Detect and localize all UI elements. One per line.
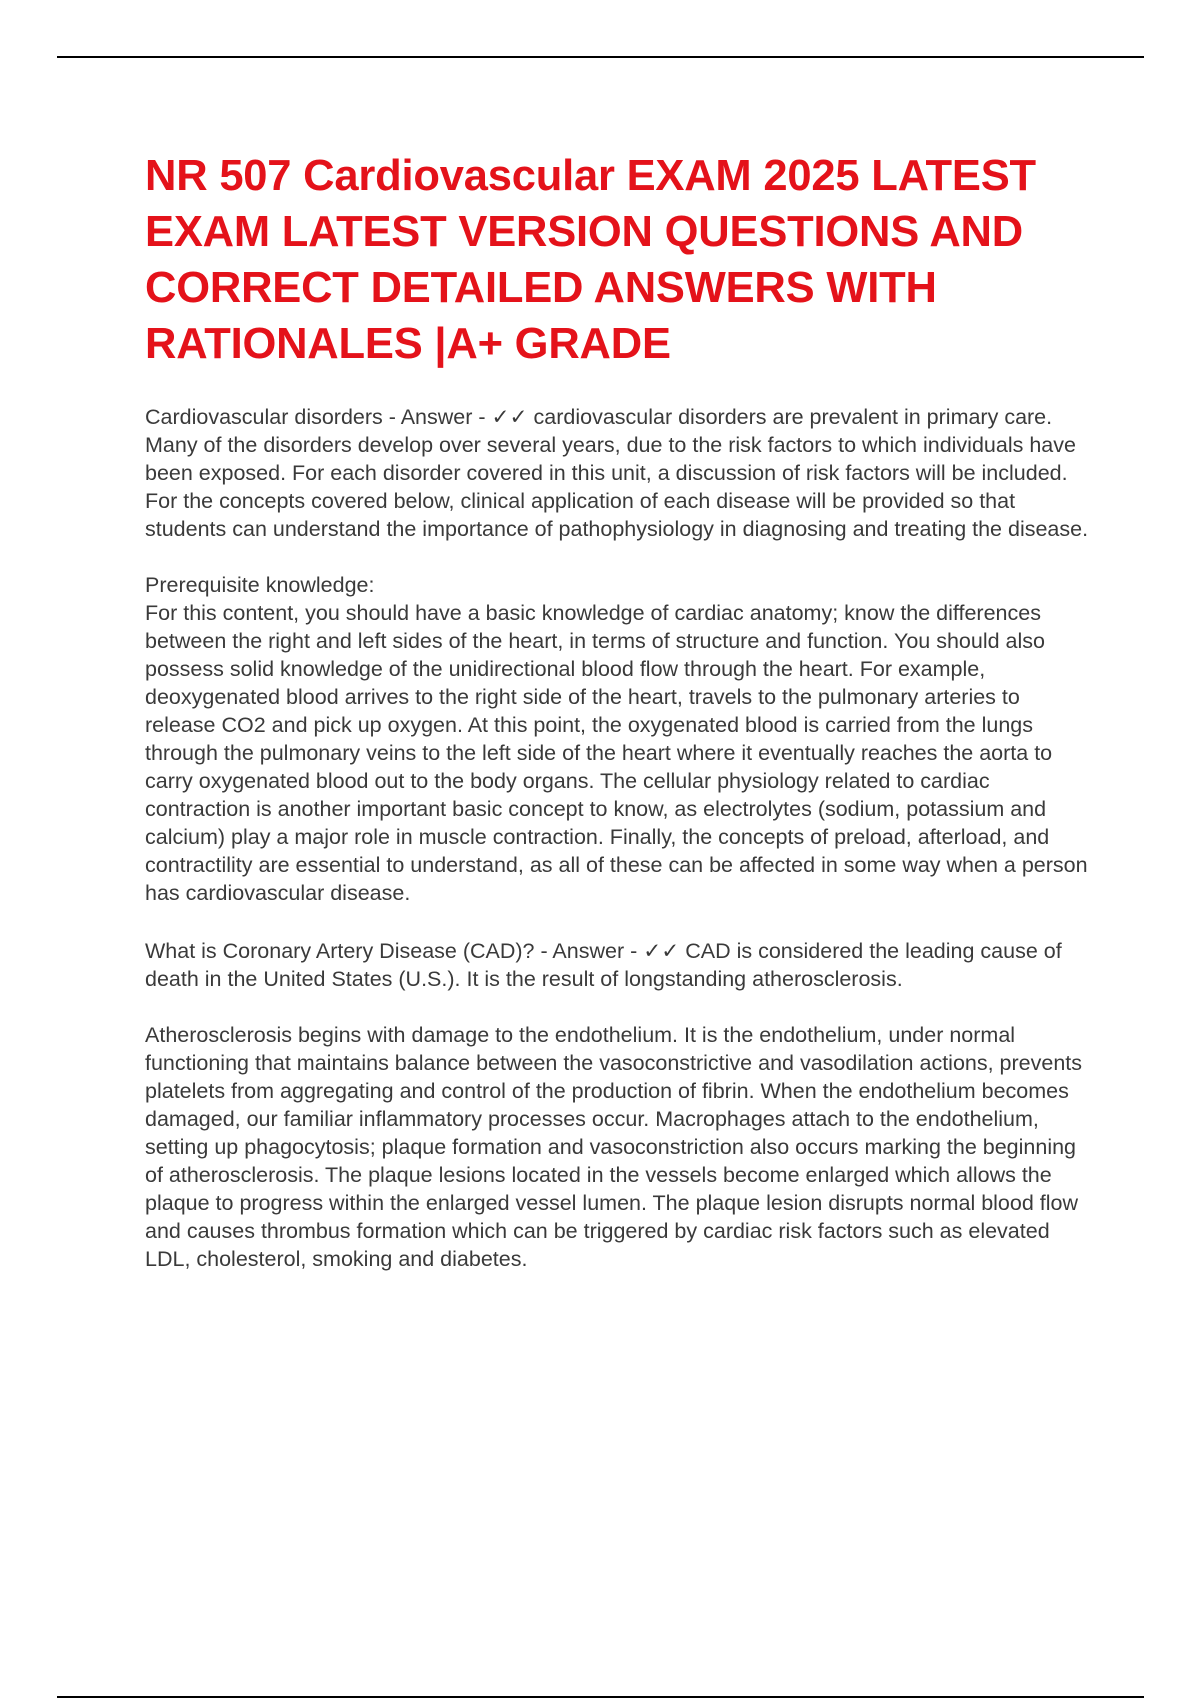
paragraph-coronary-artery-disease: What is Coronary Artery Disease (CAD)? - Answer - ✓✓ CAD is considered the leading cause of death in the United States (U.S.). It is the result of longstanding atherosclerosis. [145, 939, 1062, 991]
paragraph-atherosclerosis: Atherosclerosis begins with damage to the endothelium. It is the endothelium, under normal functioning that maintains balance between the vasoconstrictive and vasodilation actions, prevents platelets from aggregating and control of the production of fibrin. When the endothelium becomes damaged, our familiar inflammatory processes occur. Macrophages attach to the endothelium, setting up phagocytosis; plaque formation and vasoconstriction also occurs marking the beginning of atherosclerosis. The plaque lesions located in the vessels become enlarged which allows the plaque to progress within the enlarged vessel lumen. The plaque lesion disrupts normal blood flow and causes thrombus formation which can be triggered by cardiac risk factors such as elevated LDL, cholesterol, smoking and diabetes. [145, 1023, 1083, 1271]
document-body [145, 148, 1095, 1273]
top-divider [57, 56, 1144, 58]
paragraph-cardiovascular-disorders: Cardiovascular disorders - Answer - ✓✓ cardiovascular disorders are prevalent in primary care. Many of the disorders develop over several years, due to the risk factors to which individuals have been exposed. For each disorder covered in this unit, a discussion of risk factors will be included. For the concepts covered below, clinical application of each disease will be provided so that students can understand the importance of pathophysiology in diagnosing and treating the disease. [145, 405, 1089, 541]
paragraph-prerequisite-knowledge: Prerequisite knowledge: For this content, you should have a basic knowledge of cardiac anatomy; know the differences between the right and left sides of the heart, in terms of structure and function. You should also possess solid knowledge of the unidirectional blood flow through the heart. For example, deoxygenated blood arrives to the right side of the heart, travels to the pulmonary arteries to release CO2 and pick up oxygen. At this point, the oxygenated blood is carried from the lungs through the pulmonary veins to the left side of the heart where it eventually reaches the aorta to carry oxygenated blood out to the body organs. The cellular physiology related to cardiac contraction is another important basic concept to know, as electrolytes (sodium, potassium and calcium) play a major role in muscle contraction. Finally, the concepts of preload, afterload, and contractility are essential to understand, as all of these can be affected in some way when a person has cardiovascular disease. [145, 573, 1088, 905]
document-title: NR 507 Cardiovascular EXAM 2025 LATEST EXAM LATEST VERSION QUESTIONS AND CORRECT DETAILED ANSWERS WITH RATIONALES |A+ GRADE [145, 152, 1036, 368]
bottom-divider [57, 1696, 1144, 1698]
